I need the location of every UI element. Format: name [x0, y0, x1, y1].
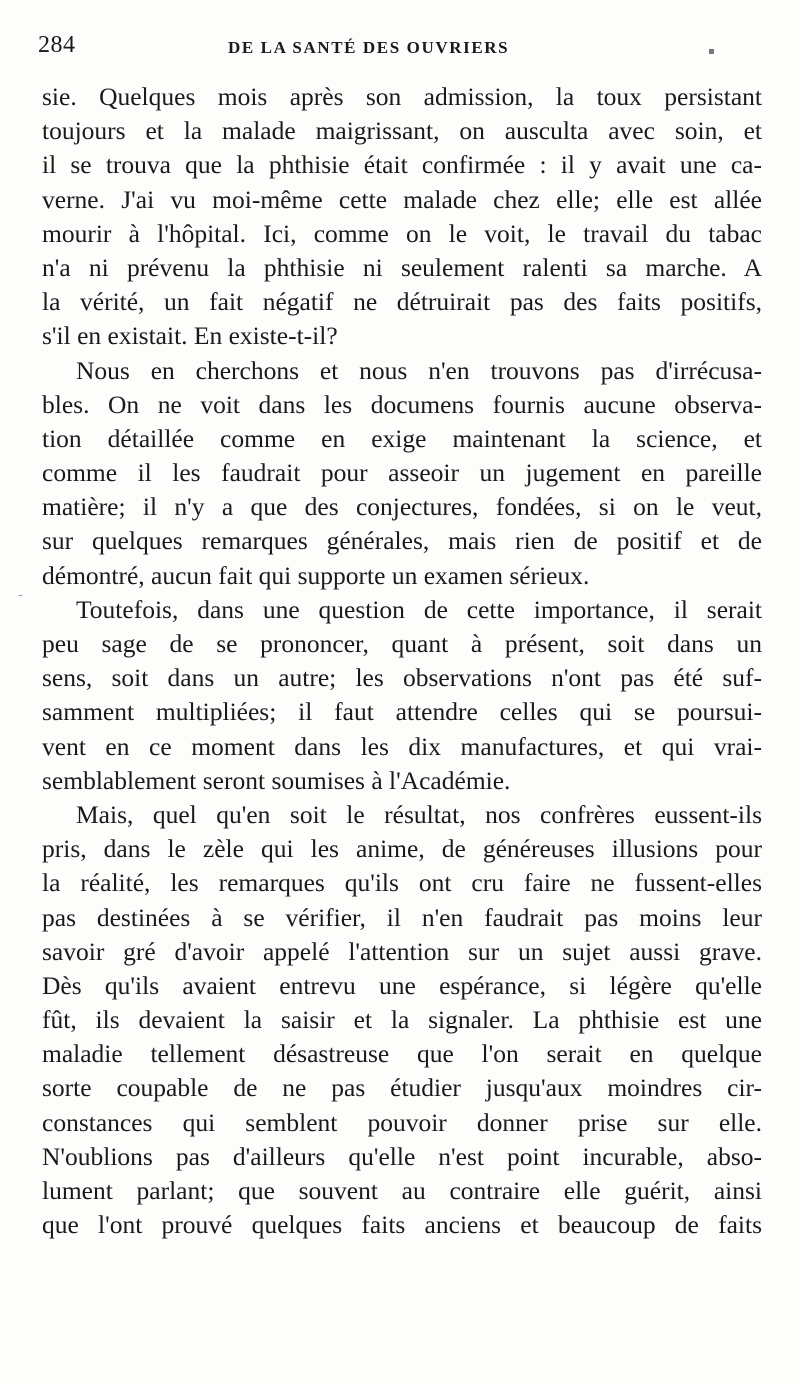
body-text [42, 80, 762, 1242]
text-line: sorte coupable de ne pas étudier jusqu'aux moindres cir- [42, 1073, 762, 1103]
text-line: sur quelques remarques générales, mais rien de positif et de [42, 526, 762, 556]
text-line: démontré, aucun fait qui supporte un examen sérieux. [42, 560, 590, 590]
text-line: semblablement seront soumises à l'Académie. [42, 765, 511, 795]
text-line: pris, dans le zèle qui les anime, de généreuses illusions pour [42, 834, 762, 864]
paragraph-first-line: Mais, quel qu'en soit le résultat, nos confrères eussent-ils [76, 799, 762, 829]
text-line: constances qui semblent pouvoir donner prise sur elle. [42, 1107, 762, 1137]
text-line: sens, soit dans un autre; les observations n'ont pas été suf- [42, 663, 762, 693]
text-line: vent en ce moment dans les dix manufactures, et qui vrai- [42, 731, 762, 761]
text-line: lument parlant; que souvent au contraire elle guérit, ainsi [42, 1176, 762, 1205]
text-line: tion détaillée comme en exige maintenant la science, et [42, 423, 762, 453]
text-line: toujours et la malade maigrissant, on ausculta avec soin, et [42, 116, 762, 146]
text-line: la réalité, les remarques qu'ils ont cru faire ne fussent-elles [42, 868, 762, 898]
text-line: pas destinées à se vérifier, il n'en faudrait pas moins leur [42, 902, 762, 932]
paragraph-first-line: Toutefois, dans une question de cette importance, il serait [76, 594, 762, 624]
text-line: fût, ils devaient la saisir et la signaler. La phthisie est une [42, 1005, 762, 1035]
margin-mark: – [18, 590, 23, 601]
text-line: sie. Quelques mois après son admission, la toux persistant [42, 82, 762, 111]
text-line: Dès qu'ils avaient entrevu une espérance, si légère qu'elle [42, 970, 762, 1000]
text-line: n'a ni prévenu la phthisie ni seulement ralenti sa marche. A [42, 252, 762, 282]
text-line: verne. J'ai vu moi-même cette malade chez elle; elle est allée [42, 184, 762, 214]
page-header [38, 32, 760, 62]
text-line: bles. On ne voit dans les documens fournis aucune observa- [42, 389, 762, 419]
page-number: 284 [38, 32, 76, 58]
text-line: N'oublions pas d'ailleurs qu'elle n'est point incurable, abso- [42, 1141, 762, 1171]
text-line: samment multipliées; il faut attendre celles qui se poursui- [42, 697, 762, 727]
text-line: que l'ont prouvé quelques faits anciens et beaucoup de faits [42, 1210, 762, 1240]
ink-speck: ▪ [708, 46, 715, 57]
text-line: matière; il n'y a que des conjectures, fondées, si on le veut, [42, 492, 762, 522]
text-line: comme il les faudrait pour asseoir un jugement en pareille [42, 458, 762, 488]
running-head: DE LA SANTÉ DES OUVRIERS [228, 38, 510, 57]
text-line: maladie tellement désastreuse que l'on serait en quelque [42, 1039, 762, 1069]
text-line: savoir gré d'avoir appelé l'attention sur un sujet aussi grave. [42, 936, 762, 966]
text-line: peu sage de se prononcer, quant à présent, soit dans un [42, 629, 762, 658]
text-line: s'il en existait. En existe-t-il? [42, 321, 338, 351]
text-line: la vérité, un fait négatif ne détruirait pas des faits positifs, [42, 287, 762, 317]
paragraph-first-line: Nous en cherchons et nous n'en trouvons pas d'irrécusa- [76, 355, 762, 385]
text-line: mourir à l'hôpital. Ici, comme on le voit, le travail du tabac [42, 218, 762, 248]
text-line: il se trouva que la phthisie était confirmée : il y avait une ca- [42, 150, 762, 180]
